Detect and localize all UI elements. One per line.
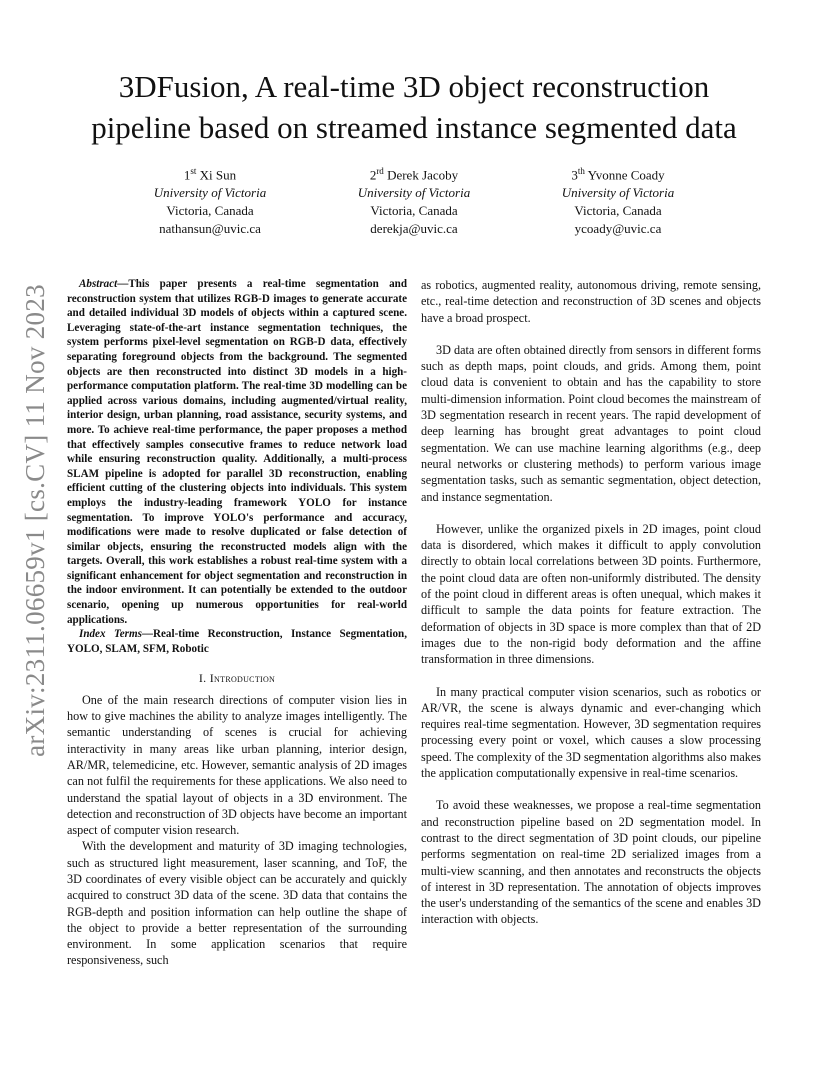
author-email: derekja@uvic.ca (370, 221, 458, 237)
arxiv-identifier (10, 270, 60, 770)
author-name: 3th Yvonne Coady (571, 166, 665, 183)
index-terms-text: —Real-time Reconstruction, Instance Segmentation, YOLO, SLAM, SFM, Robotic (67, 628, 407, 655)
paragraph: One of the main research directions of computer vision lies in how to give machines the ability to analyze images intelligently. The semantic understanding of scenes is crucial for achieving interactivity in many areas like urban planning, interior design, AR/MR, telemedicine, etc. However, semantic analysis of 2D images can not fulfil the requirements for these applications. We also need to understand the spatial layout of objects in a 3D environment. The detection and reconstruction of 3D objects have become an important aspect of computer vision research. (67, 692, 407, 838)
paragraph: In many practical computer vision scenarios, such as robotics or AR/VR, the scene is always dynamic and ever-changing which requires real-time segmentation. However, 3D segmentation requires processing every point or voxel, which causes a slow processing speed. The complexity of the 3D segmentation algorithms also makes the application computationally expensive in real-time scenarios. (421, 684, 761, 781)
abstract (67, 277, 407, 627)
author-affiliation: University of Victoria (561, 185, 675, 201)
author-affiliation: University of Victoria (153, 185, 267, 201)
abstract-label: Abstract (79, 278, 118, 290)
author-block-1 (110, 162, 310, 238)
paragraph: To avoid these weaknesses, we propose a real-time segmentation and reconstruction pipeline based on 2D segmentation model. In contrast to the direct segmentation of 3D point clouds, our pipeline performs segmentation on real-time 2D serialized images from a multi-view scanning, and then annotates and reconstructs the objects of interest in 3D representation. The annotation of objects improves the user's understanding of the semantics of the scene and enables 3D interaction with objects. (421, 798, 761, 927)
right-column (421, 277, 761, 928)
author-name: 1st Xi Sun (183, 166, 237, 183)
title-line-2: pipeline based on streamed instance segmented data (91, 110, 737, 145)
author-location: Victoria, Canada (370, 203, 458, 219)
paragraph: However, unlike the organized pixels in 2D images, point cloud data is disordered, which makes it difficult to apply convolution directly to obtain local correlations between 3D points. Furthermore, the point cloud data are often non-uniformly distributed. The density of the point cloud in different areas is often unequal, which makes it difficult to sample the data points for feature extraction. The deformation of objects in 3D space is more complex than that of 2D images due to the non-rigid body deformation and the affine transformation in three dimensions. (421, 521, 761, 667)
author-block-3 (518, 162, 718, 238)
paragraph: With the development and maturity of 3D imaging technologies, such as structured light measurement, laser scanning, and ToF, the 3D coordinates of every visible object can be accurately and quickly acquired to construct 3D data of the scene. 3D data that contains the RGB-depth and position information can help outline the shape of the object to provide a better representation of the surrounding environment. In some application scenarios that require responsiveness, such (67, 839, 407, 968)
author-name: 2rd Derek Jacoby (369, 166, 459, 183)
author-block-2 (314, 162, 514, 238)
paper-title (40, 66, 788, 148)
author-email: ycoady@uvic.ca (574, 221, 662, 237)
abstract-text: —This paper presents a real-time segmentation and reconstruction system that utilizes RGB-D images to generate accurate and detailed individual 3D models of objects within a captured scene. Leveraging state-of-the-art instance segmentation techniques, the system performs pixel-level segmentation on RGB-D data, effectively separating foreground objects from the background. The segmented objects are then reconstructed into distinct 3D models in a high-performance computation platform. The real-time 3D modelling can be applied across various domains, including augmented/virtual reality, interior design, urban planning, road assistance, security systems, and more. To achieve real-time performance, the paper proposes a method that effectively samples consecutive frames to reduce network load while ensuring reconstruction quality. Additionally, a multi-process SLAM pipeline is adopted for parallel 3D reconstruction, enabling efficient cutting of the clustering objects into individuals. This system employs the industry-leading framework YOLO for instance segmentation. To improve YOLO's performance and accuracy, modifications were made to resolve duplicated or false detection of similar objects, ensuring the reconstructed models align with the targets. Overall, this work establishes a robust real-time system with a significant enhancement for object segmentation and reconstruction in the indoor environment. It can potentially be extended to the outdoor scenario, opening up numerous opportunities for real-world applications. (67, 278, 407, 626)
section-heading-introduction: I. Introduction (198, 671, 276, 686)
title-line-1: 3DFusion, A real-time 3D object reconstruction (118, 69, 710, 104)
author-location: Victoria, Canada (166, 203, 254, 219)
index-terms (67, 627, 407, 656)
paragraph: as robotics, augmented reality, autonomous driving, remote sensing, etc., real-time detection and reconstruction of 3D scenes and objects have a broad prospect. (421, 278, 761, 325)
author-affiliation: University of Victoria (357, 185, 471, 201)
author-location: Victoria, Canada (574, 203, 662, 219)
arxiv-id-text: arXiv:2311.06659v1 [cs.CV] 11 Nov 2023 (19, 283, 50, 757)
paragraph: 3D data are often obtained directly from sensors in different forms such as depth maps, point clouds, and grids. Among them, point cloud data is convenient to obtain and has the capability to store multi-dimension information. Point cloud becomes the mainstream of 3D segmentation research in recent years. The rapid development of deep learning has brought great advantages to point cloud segmentation. We can use machine learning algorithms (e.g., deep neural networks or clustering methods) to perform various image segmentation tasks, such as semantic segmentation, object detection, and instance segmentation. (421, 342, 761, 504)
author-email: nathansun@uvic.ca (159, 221, 261, 237)
left-column (67, 277, 407, 969)
index-terms-label: Index Terms (79, 628, 142, 641)
